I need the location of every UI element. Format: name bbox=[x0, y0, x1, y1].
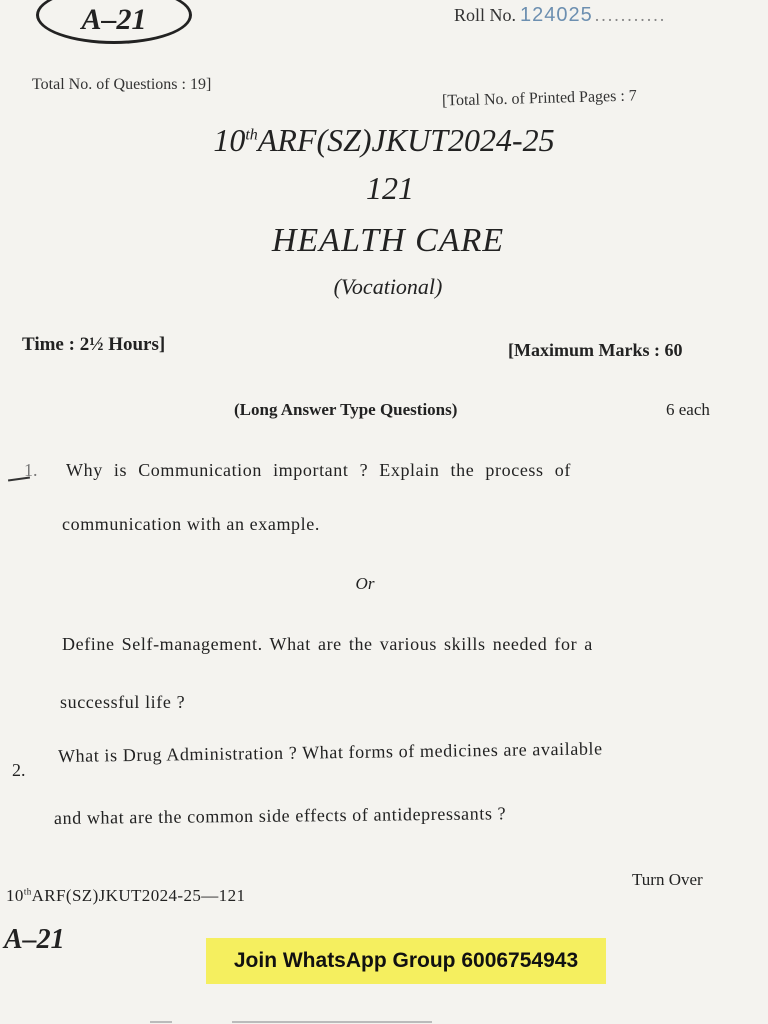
marks-each: 6 each bbox=[666, 400, 710, 419]
paper-code-badge bbox=[36, 0, 192, 44]
max-marks: [Maximum Marks : 60 bbox=[508, 340, 683, 360]
subject-title: HEALTH CARE bbox=[271, 222, 505, 259]
total-pages: [Total No. of Printed Pages : 7 bbox=[441, 87, 638, 110]
whatsapp-banner bbox=[206, 938, 606, 984]
question-2-line1: What is Drug Administration ? What forms of medicines are available bbox=[57, 738, 603, 766]
question-1-number: 1. bbox=[24, 460, 38, 480]
question-1-line1: Why is Communication important ? Explain the process of bbox=[66, 460, 571, 480]
question-1-or: Or bbox=[355, 574, 375, 593]
roll-value: 124025 bbox=[520, 4, 593, 26]
scan-mark bbox=[232, 1021, 432, 1023]
question-1-line2: communication with an example. bbox=[62, 514, 320, 534]
roll-label: Roll No. bbox=[454, 5, 517, 25]
paper-code: A–21 bbox=[81, 3, 147, 36]
subject-stream: (Vocational) bbox=[333, 274, 443, 299]
turn-over: Turn Over bbox=[632, 870, 703, 889]
section-heading: (Long Answer Type Questions) bbox=[234, 400, 458, 419]
footer-exam-code: 10thARF(SZ)JKUT2024-25—121 bbox=[6, 886, 246, 905]
roll-number bbox=[454, 4, 666, 27]
question-1-alt-line1: Define Self-management. What are the various skills needed for a bbox=[62, 634, 593, 654]
scan-mark bbox=[150, 1021, 172, 1023]
question-2-line2: and what are the common side effects of antidepressants ? bbox=[53, 803, 507, 828]
total-questions: Total No. of Questions : 19] bbox=[32, 76, 212, 93]
exam-time: Time : 2½ Hours] bbox=[22, 334, 166, 355]
roll-dotted-line: ........... bbox=[594, 5, 667, 25]
subject-number: 121 bbox=[366, 170, 414, 206]
question-2-number: 2. bbox=[12, 760, 26, 780]
exam-code: 10thARF(SZ)JKUT2024-25 bbox=[213, 122, 555, 158]
footer-paper-code: A–21 bbox=[4, 924, 65, 955]
whatsapp-banner-text: Join WhatsApp Group 6006754943 bbox=[233, 949, 579, 972]
question-1-alt-line2: successful life ? bbox=[60, 692, 186, 712]
